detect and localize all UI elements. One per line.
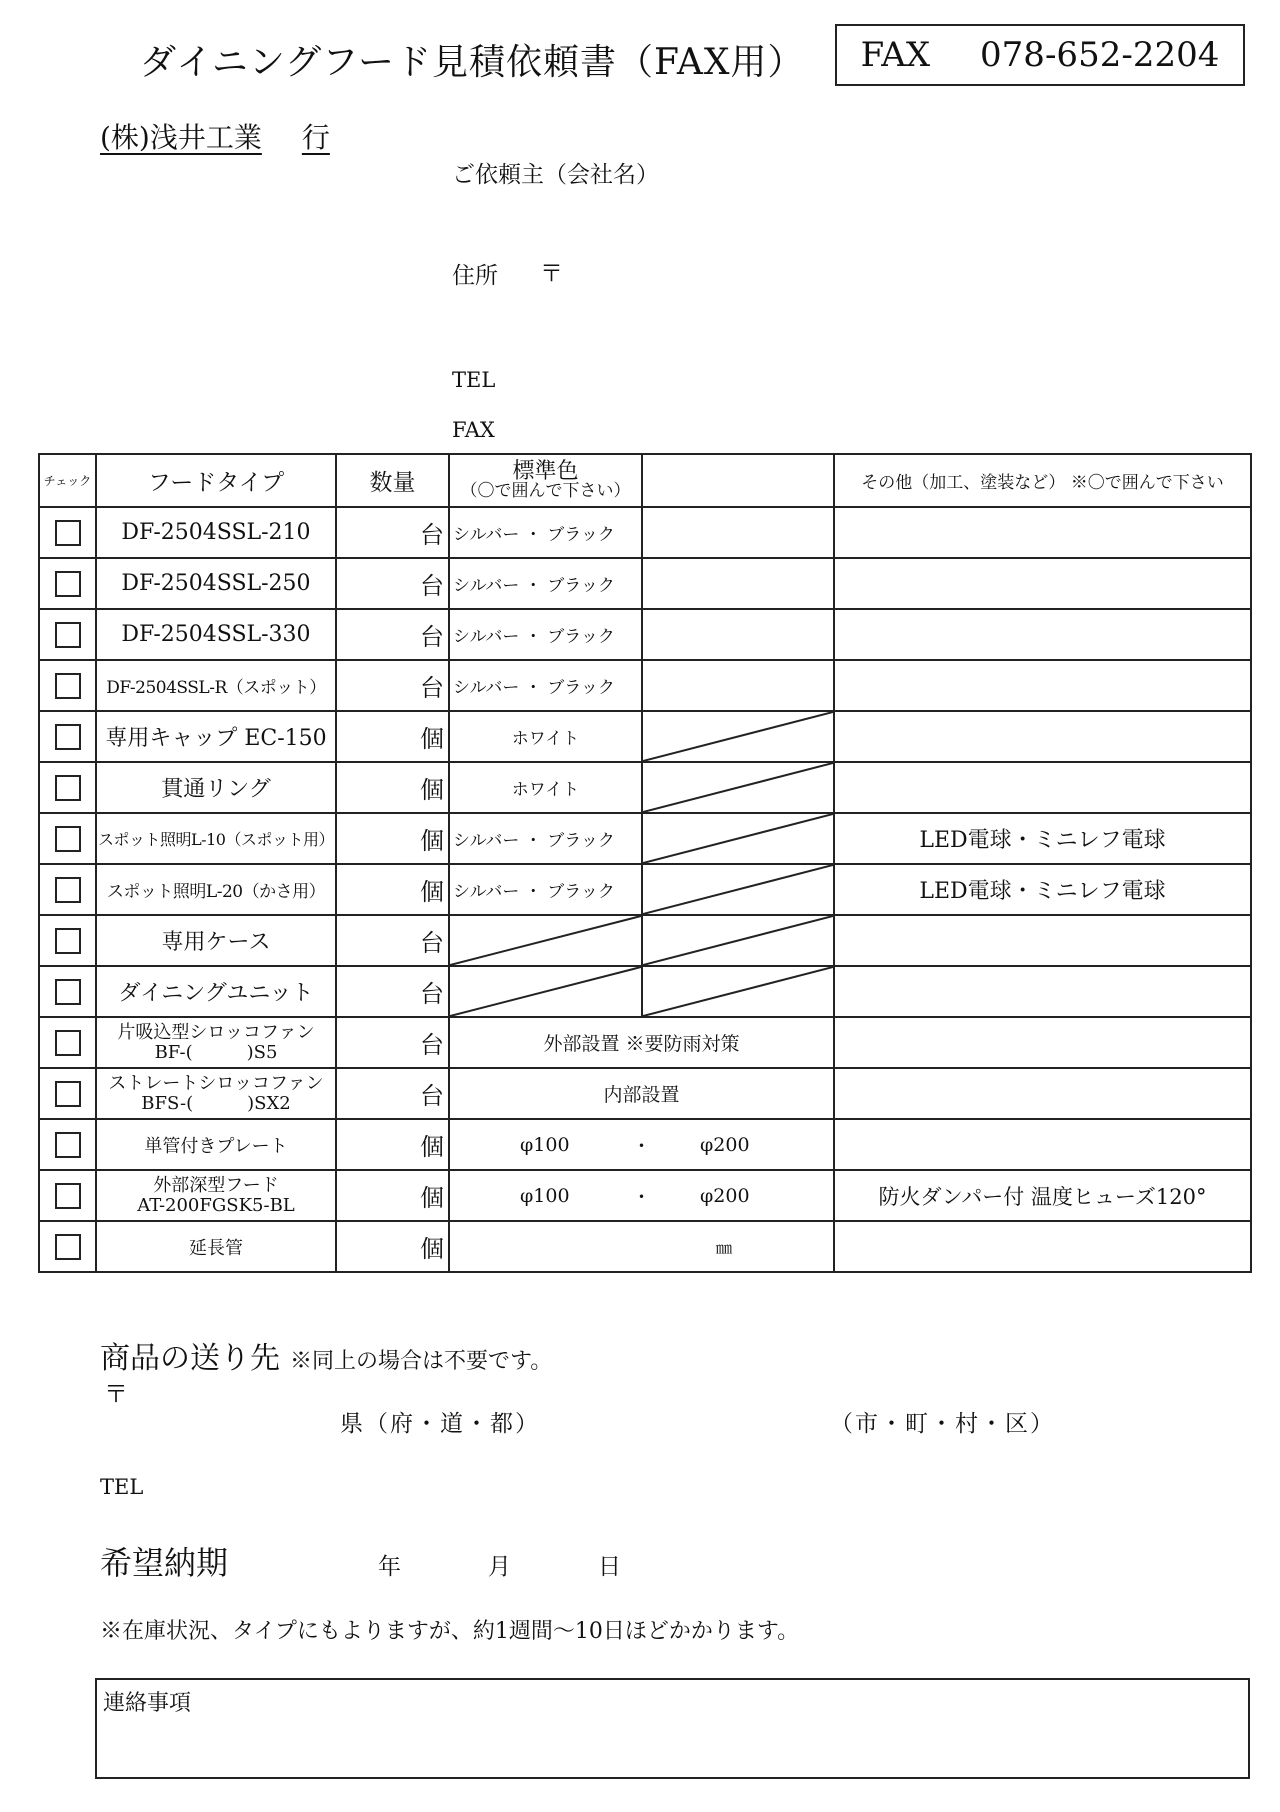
header-color-sub: （〇で囲んで下さい） xyxy=(460,481,631,502)
header-color xyxy=(449,454,642,507)
delivery-label: 希望納期 xyxy=(100,1544,229,1582)
shipping-postal-mark: 〒 xyxy=(104,1380,128,1408)
row-blank-crossed xyxy=(642,813,834,864)
phi-100[interactable]: φ100 xyxy=(520,1184,570,1207)
row-blank-crossed xyxy=(642,762,834,813)
checkbox[interactable] xyxy=(55,622,81,648)
row-blank xyxy=(642,558,834,609)
row-type xyxy=(96,1170,336,1221)
row-type-line1: ストレートシロッコファン xyxy=(108,1072,324,1094)
row-qty[interactable]: 個 xyxy=(336,813,449,864)
row-type xyxy=(96,1068,336,1119)
row-other[interactable] xyxy=(834,558,1251,609)
checkbox[interactable] xyxy=(55,928,81,954)
diagonal-slash xyxy=(643,763,833,812)
checkbox[interactable] xyxy=(55,1183,81,1209)
checkbox[interactable] xyxy=(55,724,81,750)
header-color-main: 標準色 xyxy=(512,459,579,485)
row-other[interactable]: LED電球・ミニレフ電球 xyxy=(834,813,1251,864)
row-check-cell[interactable] xyxy=(39,507,96,558)
row-qty[interactable]: 台 xyxy=(336,1017,449,1068)
recipient-company-name: (株)浅井工業 xyxy=(100,121,262,154)
row-install-note: 内部設置 xyxy=(449,1068,834,1119)
row-blank xyxy=(642,507,834,558)
recipient-suffix: 行 xyxy=(301,121,330,154)
lead-time-notice: ※在庫状況、タイプにもよりますが、約1週間～10日ほどかかります。 xyxy=(100,1619,800,1644)
checkbox[interactable] xyxy=(55,571,81,597)
row-type: 貫通リング xyxy=(96,762,336,813)
header-other: その他（加工、塗装など） ※〇で囲んで下さい xyxy=(834,454,1251,507)
row-color[interactable]: シルバー ・ ブラック xyxy=(449,558,642,609)
row-color[interactable]: ホワイト xyxy=(449,711,642,762)
row-other[interactable] xyxy=(834,609,1251,660)
mm-unit: ㎜ xyxy=(716,1238,733,1257)
row-qty[interactable]: 個 xyxy=(336,711,449,762)
table-header-row xyxy=(39,454,1251,507)
row-type-line2: BF-( )S5 xyxy=(154,1041,278,1063)
requester-fax-label: FAX xyxy=(452,418,495,442)
requester-tel-label: TEL xyxy=(452,368,496,392)
row-type: DF-2504SSL-210 xyxy=(96,507,336,558)
header-blank xyxy=(642,454,834,507)
table-row xyxy=(39,609,1251,660)
row-color-crossed xyxy=(449,915,642,966)
row-color[interactable]: シルバー ・ ブラック xyxy=(449,660,642,711)
delivery-month: 月 xyxy=(488,1554,511,1580)
phi-200[interactable]: φ200 xyxy=(700,1133,750,1156)
row-type: 専用ケース xyxy=(96,915,336,966)
row-diameter-options[interactable] xyxy=(449,1170,834,1221)
row-qty[interactable]: 個 xyxy=(336,1119,449,1170)
row-qty[interactable]: 個 xyxy=(336,1221,449,1272)
table-row xyxy=(39,1221,1251,1272)
row-color-crossed xyxy=(449,966,642,1017)
row-other[interactable]: 防火ダンパー付 温度ヒューズ120° xyxy=(834,1170,1251,1221)
checkbox[interactable] xyxy=(55,1030,81,1056)
row-check-cell[interactable] xyxy=(39,813,96,864)
checkbox[interactable] xyxy=(55,877,81,903)
shipping-tel-label: TEL xyxy=(100,1475,144,1499)
row-type-line2: BFS-( )SX2 xyxy=(141,1092,291,1114)
row-other[interactable] xyxy=(834,1119,1251,1170)
fax-number-box xyxy=(835,24,1245,86)
diagonal-slash xyxy=(643,916,833,965)
memo-label: 連絡事項 xyxy=(103,1691,192,1716)
row-install-note: 外部設置 ※要防雨対策 xyxy=(449,1017,834,1068)
header-qty: 数量 xyxy=(336,454,449,507)
row-check-cell[interactable] xyxy=(39,1221,96,1272)
phi-100[interactable]: φ100 xyxy=(520,1133,570,1156)
memo-box[interactable] xyxy=(95,1678,1250,1779)
fax-number: 078-652-2204 xyxy=(980,35,1220,75)
table-row xyxy=(39,915,1251,966)
diagonal-slash xyxy=(643,712,833,761)
row-other[interactable] xyxy=(834,1068,1251,1119)
checkbox[interactable] xyxy=(55,826,81,852)
row-check-cell[interactable] xyxy=(39,915,96,966)
table-row xyxy=(39,813,1251,864)
row-qty[interactable]: 台 xyxy=(336,660,449,711)
row-type: ダイニングユニット xyxy=(96,966,336,1017)
requester-address-label: 住所 xyxy=(452,263,498,289)
row-type: 専用キャップ EC-150 xyxy=(96,711,336,762)
row-type-line1: 外部深型フード xyxy=(153,1174,279,1196)
row-color[interactable]: シルバー ・ ブラック xyxy=(449,507,642,558)
row-other[interactable] xyxy=(834,1017,1251,1068)
separator-dot: ・ xyxy=(632,1186,652,1208)
row-qty[interactable]: 個 xyxy=(336,1170,449,1221)
order-table xyxy=(38,453,1252,1273)
row-other[interactable] xyxy=(834,1221,1251,1272)
row-other[interactable] xyxy=(834,711,1251,762)
row-type-line1: 片吸込型シロッコファン xyxy=(117,1021,315,1043)
row-blank-crossed xyxy=(642,966,834,1017)
row-check-cell[interactable] xyxy=(39,966,96,1017)
row-qty[interactable]: 個 xyxy=(336,864,449,915)
row-blank-crossed xyxy=(642,915,834,966)
row-qty[interactable]: 台 xyxy=(336,1068,449,1119)
separator-dot: ・ xyxy=(632,1135,652,1157)
row-color[interactable]: シルバー ・ ブラック xyxy=(449,609,642,660)
row-check-cell[interactable] xyxy=(39,711,96,762)
checkbox[interactable] xyxy=(55,1234,81,1260)
row-blank-crossed xyxy=(642,864,834,915)
row-qty[interactable]: 個 xyxy=(336,762,449,813)
row-other[interactable]: LED電球・ミニレフ電球 xyxy=(834,864,1251,915)
shipping-section xyxy=(100,1333,552,1377)
row-check-cell[interactable] xyxy=(39,1170,96,1221)
row-color[interactable]: シルバー ・ ブラック xyxy=(449,864,642,915)
row-qty[interactable]: 台 xyxy=(336,966,449,1017)
phi-200[interactable]: φ200 xyxy=(700,1184,750,1207)
header-check: チェック xyxy=(39,454,96,507)
row-color[interactable]: ホワイト xyxy=(449,762,642,813)
table-row xyxy=(39,864,1251,915)
row-type: 延長管 xyxy=(96,1221,336,1272)
checkbox[interactable] xyxy=(55,1081,81,1107)
row-qty[interactable]: 台 xyxy=(336,609,449,660)
row-check-cell[interactable] xyxy=(39,609,96,660)
table-row xyxy=(39,762,1251,813)
header-type: フードタイプ xyxy=(96,454,336,507)
row-type: スポット照明L-10（スポット用） xyxy=(96,813,336,864)
row-other[interactable] xyxy=(834,966,1251,1017)
checkbox[interactable] xyxy=(55,775,81,801)
checkbox[interactable] xyxy=(55,673,81,699)
row-length-input[interactable] xyxy=(449,1221,834,1272)
row-type xyxy=(96,1017,336,1068)
row-type-line2: AT-200FGSK5-BL xyxy=(137,1194,295,1216)
row-type: DF-2504SSL-250 xyxy=(96,558,336,609)
table-row xyxy=(39,1068,1251,1119)
table-row xyxy=(39,660,1251,711)
row-type: スポット照明L-20（かさ用） xyxy=(96,864,336,915)
table-row xyxy=(39,711,1251,762)
shipping-title: 商品の送り先 xyxy=(100,1341,280,1376)
checkbox[interactable] xyxy=(55,979,81,1005)
diagonal-slash xyxy=(643,814,833,863)
row-blank xyxy=(642,609,834,660)
fax-label: FAX xyxy=(860,35,931,75)
table-row xyxy=(39,1017,1251,1068)
requester-company-label: ご依頼主（会社名） xyxy=(452,162,659,188)
shipping-city: （市・町・村・区） xyxy=(830,1411,1055,1437)
row-other[interactable] xyxy=(834,507,1251,558)
row-color[interactable]: シルバー ・ ブラック xyxy=(449,813,642,864)
delivery-day: 日 xyxy=(598,1554,621,1580)
row-check-cell[interactable] xyxy=(39,1068,96,1119)
row-type: DF-2504SSL-330 xyxy=(96,609,336,660)
row-check-cell[interactable] xyxy=(39,558,96,609)
table-row xyxy=(39,1119,1251,1170)
row-type: DF-2504SSL-R（スポット） xyxy=(96,660,336,711)
row-qty[interactable]: 台 xyxy=(336,915,449,966)
requester-postal-mark: 〒 xyxy=(540,261,563,287)
row-qty[interactable]: 台 xyxy=(336,507,449,558)
table-row xyxy=(39,1170,1251,1221)
row-blank-crossed xyxy=(642,711,834,762)
row-type: 単管付きプレート xyxy=(96,1119,336,1170)
table-row xyxy=(39,558,1251,609)
diagonal-slash xyxy=(643,865,833,914)
row-check-cell[interactable] xyxy=(39,1119,96,1170)
row-check-cell[interactable] xyxy=(39,762,96,813)
row-diameter-options[interactable] xyxy=(449,1119,834,1170)
row-other[interactable] xyxy=(834,762,1251,813)
checkbox[interactable] xyxy=(55,520,81,546)
diagonal-slash xyxy=(450,967,641,1016)
page-title: ダイニングフード見積依頼書（FAX用） xyxy=(140,42,805,83)
row-check-cell[interactable] xyxy=(39,864,96,915)
row-blank xyxy=(642,660,834,711)
row-other[interactable] xyxy=(834,915,1251,966)
row-other[interactable] xyxy=(834,660,1251,711)
shipping-note: ※同上の場合は不要です。 xyxy=(290,1349,553,1374)
shipping-prefecture: 県（府・道・都） xyxy=(340,1411,540,1437)
table-row xyxy=(39,507,1251,558)
diagonal-slash xyxy=(450,916,641,965)
row-qty[interactable]: 台 xyxy=(336,558,449,609)
row-check-cell[interactable] xyxy=(39,1017,96,1068)
table-row xyxy=(39,966,1251,1017)
recipient-company xyxy=(100,116,330,156)
checkbox[interactable] xyxy=(55,1132,81,1158)
row-check-cell[interactable] xyxy=(39,660,96,711)
delivery-year: 年 xyxy=(378,1554,401,1580)
diagonal-slash xyxy=(643,967,833,1016)
